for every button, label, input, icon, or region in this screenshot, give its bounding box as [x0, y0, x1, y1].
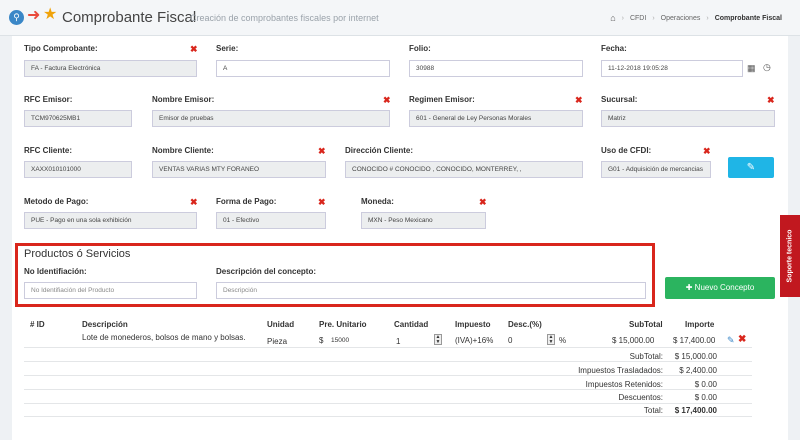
descripcion-label: Descripción del concepto:	[216, 267, 317, 276]
row-importe: $ 17,400.00	[673, 336, 716, 345]
row-percent: %	[559, 336, 567, 345]
metodo-pago-field[interactable]: PUE - Pago en una sola exhibición	[24, 212, 197, 229]
tipo-comprobante-label: Tipo Comprobante:	[24, 44, 98, 53]
sucursal-label: Sucursal:	[601, 95, 638, 104]
back-arrow-icon[interactable]: ➜	[27, 7, 41, 24]
col-precio: Pre. Unitario	[319, 320, 367, 329]
cantidad-stepper[interactable]: ▲ ▼	[435, 334, 441, 345]
subtotal-label: SubTotal:	[629, 352, 663, 361]
col-importe: Importe	[685, 320, 715, 329]
uso-cfdi-field: G01 - Adquisición de mercancias	[601, 161, 711, 178]
total-value: $ 17,400.00	[674, 406, 717, 415]
productos-title: Productos ó Servicios	[24, 248, 131, 260]
sucursal-field: Matriz	[601, 110, 775, 127]
close-icon[interactable]: ✖	[318, 146, 326, 156]
trasladados-value: $ 2,400.00	[679, 366, 717, 375]
col-impuesto: Impuesto	[455, 320, 491, 329]
folio-input[interactable]: 30988	[409, 60, 583, 77]
col-descripcion: Descripción	[82, 320, 128, 329]
star-icon[interactable]: ★	[43, 6, 58, 23]
col-id: # ID	[30, 320, 45, 329]
no-identificacion-input[interactable]: No Identifiación del Producto	[24, 282, 197, 299]
main-panel	[12, 36, 788, 440]
uso-cfdi-label: Uso de CFDI:	[601, 146, 652, 155]
nuevo-concepto-button[interactable]: ✚ Nuevo Concepto	[665, 277, 775, 299]
row-descripcion: Lote de monederos, bolsos de mano y bolsas.	[82, 333, 246, 342]
no-identificacion-label: No Identifiación:	[24, 267, 87, 276]
forma-pago-field[interactable]: 01 - Efectivo	[216, 212, 326, 229]
metodo-pago-label: Metodo de Pago:	[24, 197, 89, 206]
fecha-label: Fecha:	[601, 44, 627, 53]
edit-icon[interactable]: ✎	[727, 335, 735, 345]
top-bar	[0, 0, 800, 36]
retenidos-label: Impuestos Retenidos:	[585, 380, 663, 389]
descuentos-label: Descuentos:	[618, 393, 663, 402]
direccion-cliente-field: CONOCIDO # CONOCIDO , CONOCIDO, MONTERREY, ,	[345, 161, 583, 178]
breadcrumb-item-operaciones[interactable]: Operaciones	[660, 14, 701, 22]
retenidos-value: $ 0.00	[694, 380, 717, 389]
regimen-emisor-label: Regimen Emisor:	[409, 95, 475, 104]
close-icon[interactable]: ✖	[318, 197, 326, 207]
row-subtotal: $ 15,000.00	[612, 336, 655, 345]
page-title: Comprobante Fiscal	[62, 9, 197, 26]
row-unidad: Pieza	[267, 337, 288, 346]
row-cantidad-input[interactable]: 1	[396, 337, 401, 346]
page-subtitle: Creación de comprobantes fiscales por internet	[190, 13, 379, 23]
delete-icon[interactable]: ✖	[738, 334, 747, 345]
nombre-cliente-field: VENTAS VARIAS MTY FORANEO	[152, 161, 326, 178]
edit-icon: ✎	[746, 162, 756, 173]
close-icon[interactable]: ✖	[190, 197, 198, 207]
breadcrumb-item-cfdi[interactable]: CFDI	[629, 14, 647, 22]
col-unidad: Unidad	[267, 320, 295, 329]
descripcion-input[interactable]: Descripción	[216, 282, 646, 299]
close-icon[interactable]: ✖	[479, 197, 487, 207]
total-label: Total:	[643, 406, 663, 415]
folio-label: Folio:	[409, 44, 431, 53]
close-icon[interactable]: ✖	[575, 95, 583, 105]
col-cantidad: Cantidad	[394, 320, 429, 329]
close-icon[interactable]: ✖	[767, 95, 775, 105]
serie-label: Serie:	[216, 44, 239, 53]
moneda-label: Moneda:	[361, 197, 394, 206]
soporte-tecnico-tab[interactable]: Soporte tecnico	[780, 215, 800, 297]
moneda-field[interactable]: MXN - Peso Mexicano	[361, 212, 486, 229]
direccion-cliente-label: Dirección Cliente:	[345, 146, 414, 155]
serie-input[interactable]: A	[216, 60, 390, 77]
nombre-cliente-label: Nombre Cliente:	[152, 146, 214, 155]
calendar-icon[interactable]: ▦	[747, 63, 756, 73]
close-icon[interactable]: ✖	[703, 146, 711, 156]
row-impuesto: (IVA)+16%	[455, 336, 494, 345]
edit-client-button[interactable]	[728, 157, 774, 178]
pin-icon[interactable]: ⚲	[9, 10, 24, 25]
regimen-emisor-field: 601 - General de Ley Personas Morales	[409, 110, 583, 127]
col-desc: Desc.(%)	[508, 320, 542, 329]
rfc-emisor-field: TCM970625MB1	[24, 110, 132, 127]
trasladados-label: Impuestos Trasladados:	[578, 366, 663, 375]
desc-stepper[interactable]: ▲ ▼	[548, 334, 554, 345]
rfc-cliente-field: XAXX010101000	[24, 161, 132, 178]
fecha-input[interactable]: 11-12-2018 19:05:28	[601, 60, 743, 77]
row-currency: $	[319, 336, 324, 345]
forma-pago-label: Forma de Pago:	[216, 197, 277, 206]
rfc-cliente-label: RFC Cliente:	[24, 146, 72, 155]
breadcrumb-item-comprobante: Comprobante Fiscal	[714, 14, 782, 22]
close-icon[interactable]: ✖	[190, 44, 198, 54]
rfc-emisor-label: RFC Emisor:	[24, 95, 73, 104]
col-subtotal: SubTotal	[629, 320, 663, 329]
nombre-emisor-label: Nombre Emisor:	[152, 95, 215, 104]
row-precio-input[interactable]: 15000	[331, 337, 350, 344]
subtotal-value: $ 15,000.00	[674, 352, 717, 361]
nombre-emisor-field: Emisor de pruebas	[152, 110, 390, 127]
home-icon[interactable]: ⌂	[610, 13, 616, 23]
plus-icon: ✚	[685, 283, 693, 292]
breadcrumb: ⌂ › CFDI › Operaciones › Comprobante Fiscal	[610, 13, 782, 23]
row-desc-input[interactable]: 0	[508, 336, 513, 345]
tipo-comprobante-field[interactable]: FA - Factura Electrónica	[24, 60, 197, 77]
close-icon[interactable]: ✖	[383, 95, 391, 105]
descuentos-value: $ 0.00	[694, 393, 717, 402]
clock-icon[interactable]: ◷	[763, 62, 771, 72]
